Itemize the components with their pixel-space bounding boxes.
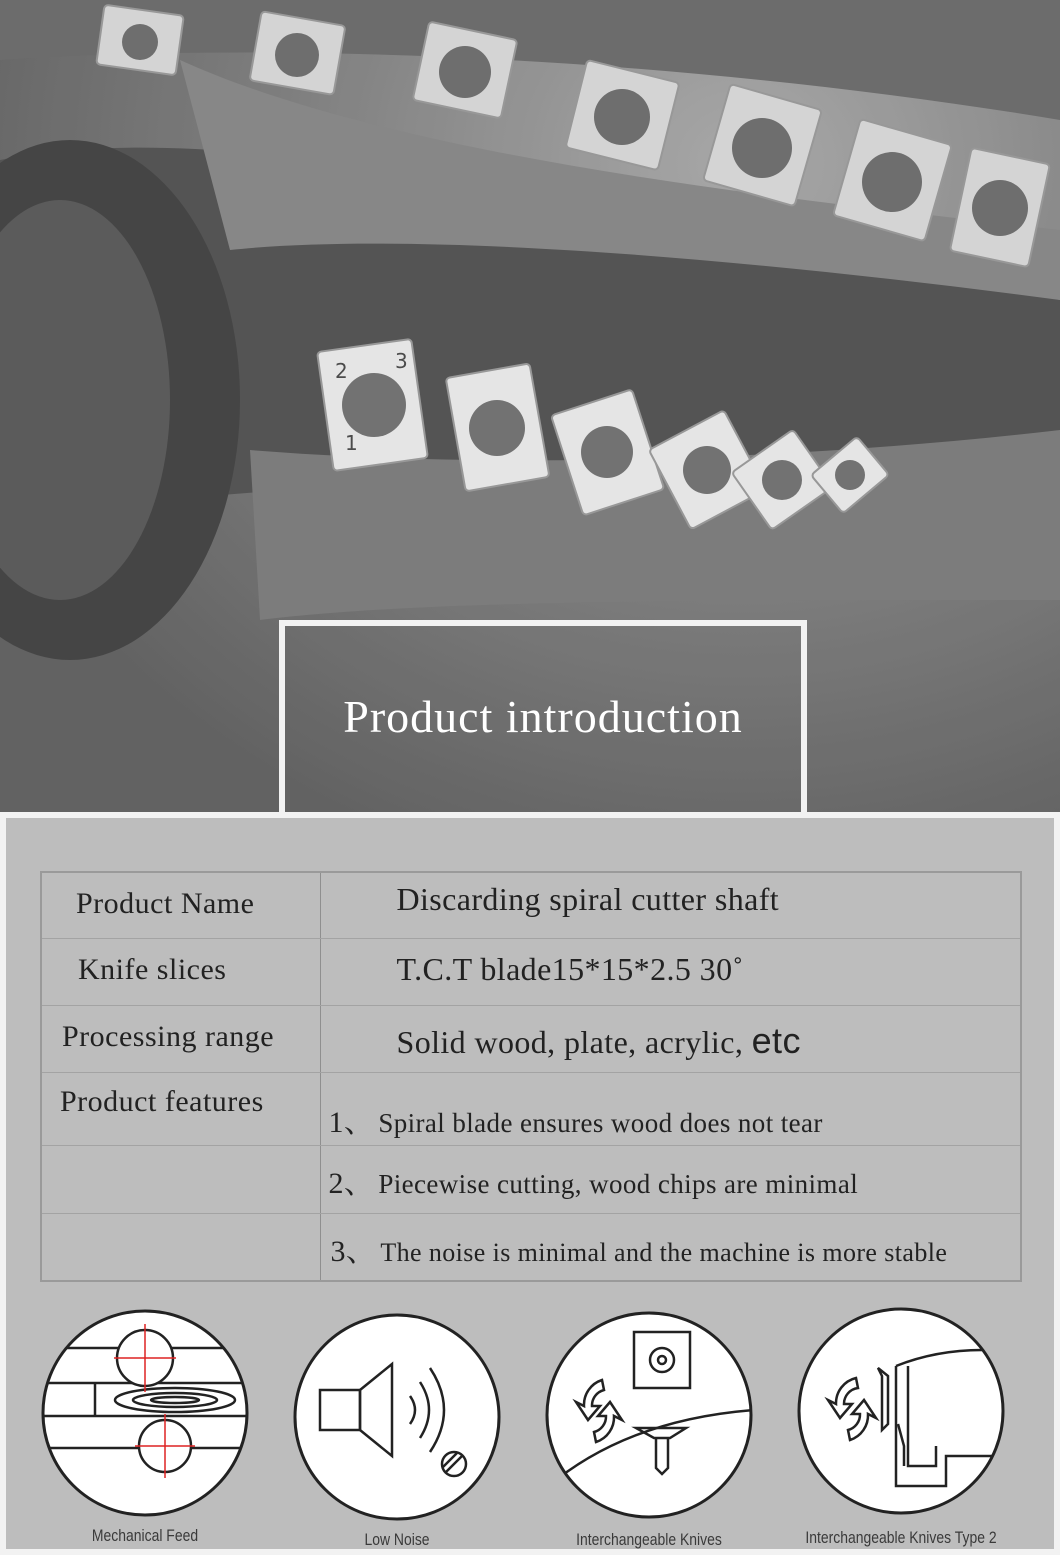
feature-text: The noise is minimal and the machine is more stable bbox=[380, 1237, 948, 1267]
spec-label-cell bbox=[41, 1145, 320, 1213]
feature-icon-item bbox=[544, 1310, 754, 1549]
spec-label-cell bbox=[41, 1213, 320, 1281]
icon-caption: Mechanical Feed bbox=[91, 1526, 199, 1545]
spec-label: Knife slices bbox=[78, 952, 227, 986]
table-row bbox=[41, 1072, 1021, 1145]
spec-label-cell bbox=[41, 938, 320, 1005]
feature-icon-item bbox=[796, 1306, 1006, 1547]
feature-cell bbox=[320, 1072, 1021, 1145]
table-row bbox=[41, 1213, 1021, 1281]
table-row bbox=[41, 872, 1021, 938]
content-panel bbox=[0, 812, 1060, 1555]
blade-number-label: 3 bbox=[395, 349, 408, 373]
spec-value: Discarding spiral cutter shaft bbox=[396, 881, 780, 917]
interchangeable-knives-icon bbox=[544, 1310, 754, 1520]
blade-number-label: 2 bbox=[335, 359, 348, 383]
spec-value-cell bbox=[320, 1005, 1021, 1072]
feature-cell bbox=[320, 1145, 1021, 1213]
feature-text: Spiral blade ensures wood does not tear bbox=[378, 1107, 823, 1138]
spec-value-suffix: etc bbox=[751, 1019, 801, 1061]
feature-number: 3、 bbox=[330, 1234, 377, 1268]
section-title-frame bbox=[279, 620, 807, 815]
table-row bbox=[41, 1145, 1021, 1213]
spec-value: T.C.T blade15*15*2.5 30˚ bbox=[396, 950, 744, 987]
feature-number: 1、 bbox=[328, 1105, 375, 1139]
spec-label-cell bbox=[41, 1005, 320, 1072]
spec-label-cell bbox=[41, 872, 320, 938]
feature-text: Piecewise cutting, wood chips are minimal bbox=[378, 1168, 859, 1199]
spec-value-cell bbox=[320, 872, 1021, 938]
spec-label: Product Name bbox=[76, 887, 255, 920]
feature-icon-item bbox=[40, 1308, 250, 1545]
icon-caption: Interchangeable Knives Type 2 bbox=[805, 1528, 997, 1547]
section-title: Product introduction bbox=[343, 691, 743, 742]
low-noise-icon bbox=[292, 1312, 502, 1522]
feature-cell bbox=[320, 1213, 1021, 1281]
spec-label-cell bbox=[41, 1072, 320, 1145]
spec-label: Product features bbox=[60, 1084, 264, 1118]
interchangeable-knives-type2-icon bbox=[796, 1306, 1006, 1516]
spec-value-cell bbox=[320, 938, 1021, 1005]
table-row bbox=[41, 1005, 1021, 1072]
table-row bbox=[41, 938, 1021, 1005]
icon-caption: Low Noise bbox=[364, 1530, 430, 1549]
spec-value: Solid wood, plate, acrylic, bbox=[396, 1023, 744, 1060]
spec-label: Processing range bbox=[62, 1019, 275, 1053]
icon-caption: Interchangeable Knives bbox=[576, 1530, 722, 1549]
feature-icon-item bbox=[292, 1312, 502, 1549]
mechanical-feed-icon bbox=[40, 1308, 250, 1518]
spec-table bbox=[40, 871, 1022, 1282]
feature-number: 2、 bbox=[328, 1166, 375, 1200]
blade-number-label: 1 bbox=[345, 431, 358, 455]
